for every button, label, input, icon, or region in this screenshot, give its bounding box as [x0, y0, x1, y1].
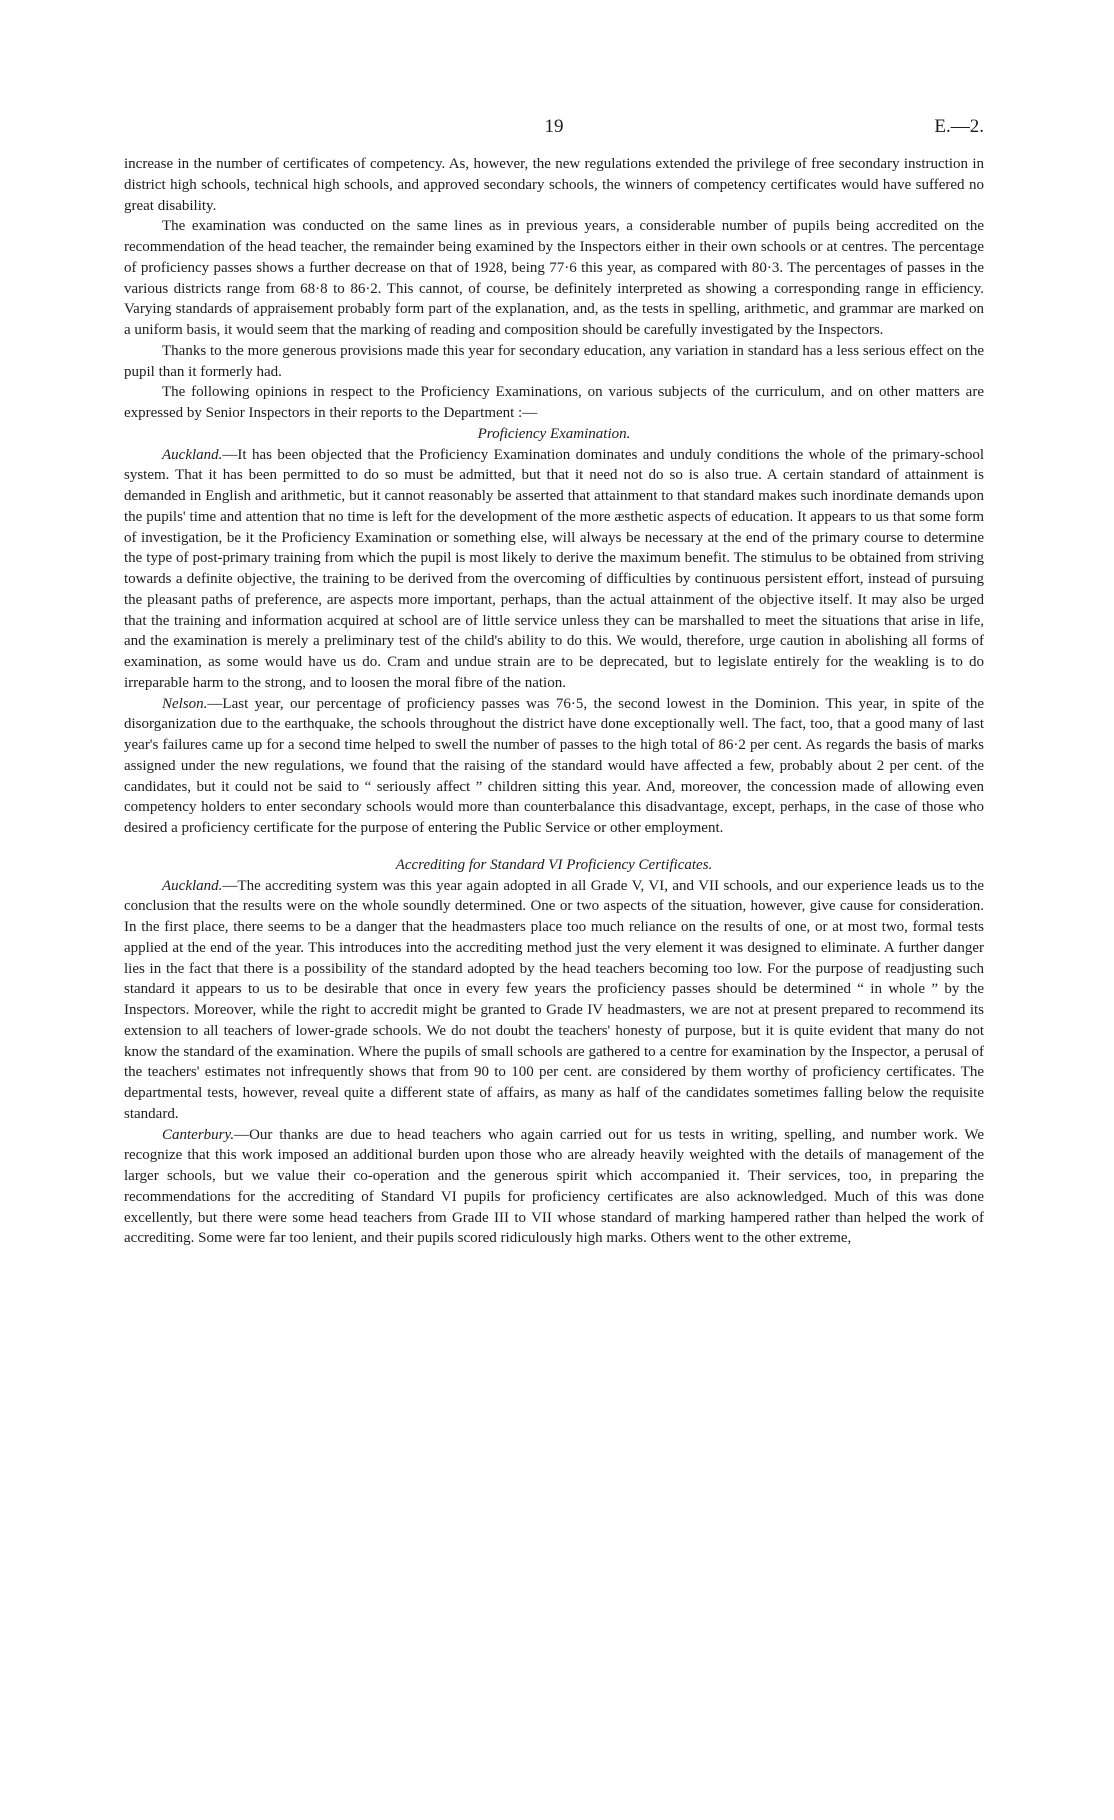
paragraph-canterbury-accrediting: [124, 1125, 984, 1250]
paragraph-secondary-provisions: Thanks to the more generous provisions made this year for secondary education, any variation in standard has a less serious effect on the pupil than it formerly had.: [124, 342, 984, 380]
document-reference: E.—2.: [934, 116, 984, 137]
district-name: Nelson.: [162, 695, 208, 712]
page-header: [124, 116, 984, 154]
page-body: [124, 154, 984, 1249]
district-name: Auckland.: [162, 446, 223, 463]
paragraph-auckland-proficiency: [124, 445, 984, 694]
district-name: Canterbury.: [162, 1126, 235, 1143]
paragraph-auckland-accrediting: [124, 876, 984, 1125]
paragraph-text: —It has been objected that the Proficiency Examination dominates and unduly conditions the whole of the primary-school system. That it has been permitted to do so must be admitted, but that it need not do so is also true. A certain standard of attainment is demanded in English and arithmetic, but it cannot reasonably be asserted that attainment to that standard makes such inordinate demands upon the pupils' time and attention that no time is left for the development of the more æsthetic aspects of education. It appears to us that some form of investigation, be it the Proficiency Examination or something else, will always be necessary at the end of the primary course to determine the type of post-primary training from which the pupil is most likely to derive the maximum benefit. The stimulus to be obtained from striving towards a definite objective, the training to be derived from the overcoming of difficulties by continuous persistent effort, instead of pursuing the pleasant paths of preference, are aspects more important, perhaps, than the actual attainment of the objective itself. It may also be urged that the training and information acquired at school are of little service unless they can be marshalled to meet the situations that arise in life, and the examination is merely a preliminary test of the child's ability to do this. We would, therefore, urge caution in abolishing all forms of examination, as some would have us do. Cram and undue strain are to be deprecated, but to legislate entirely for the weakling is to do irreparable harm to the strong, and to loosen the moral fibre of the nation.: [124, 446, 984, 691]
paragraph-opinions-intro: The following opinions in respect to the Proficiency Examinations, on various subjects of the curriculum, and on other matters are expressed by Senior Inspectors in their reports to the Department :—: [124, 384, 984, 421]
district-name: Auckland.: [162, 877, 223, 894]
paragraph-text: —Our thanks are due to head teachers who again carried out for us tests in writing, spelling, and number work. We recognize that this work imposed an additional burden upon those who are already heavily weighted with the details of management of the larger schools, but we value their co-operation and the generous spirit which accompanied it. Their services, too, in preparing the recommendations for the accrediting of Standard VI pupils for proficiency certificates are also acknowledged. Much of this was done excellently, but there were some head teachers from Grade III to VII whose standard of marking hampered rather than helped the work of accrediting. Some were far too lenient, and their pupils scored ridiculously high marks. Others went to the other extreme,: [124, 1126, 984, 1247]
paragraph-continuation: increase in the number of certificates of competency. As, however, the new regulations extended the privilege of free secondary instruction in district high schools, technical high schools, and approved secondary schools, the winners of competency certificates would have suffered no great disability.: [124, 156, 984, 214]
section-heading-proficiency: Proficiency Examination.: [477, 425, 631, 442]
paragraph-text: —The accrediting system was this year again adopted in all Grade V, VI, and VII schools, and our experience leads us to the conclusion that the results were on the whole soundly determined. One or two aspects of the situation, however, give cause for consideration. In the first place, there seems to be a danger that the headmasters place too much reliance on the results of one, or at most two, formal tests applied at the end of the year. This introduces into the accrediting method just the very element it was designed to eliminate. A further danger lies in the fact that there is a possibility of the standard adopted by the head teachers becoming too low. For the purpose of readjusting such standard it appears to us to be desirable that once in every few years the proficiency passes should be determined “ in whole ” by the Inspectors. Moreover, while the right to accredit might be granted to Grade IV headmasters, we are not at present prepared to recommend its extension to all teachers of lower-grade schools. We do not doubt the teachers' honesty of purpose, but it is quite evident that many do not know the standard of the examination. Where the pupils of small schools are gathered to a centre for examination by the Inspector, a perusal of the teachers' estimates not infrequently shows that from 90 to 100 per cent. are considered by them worthy of proficiency certificates. The departmental tests, however, reveal quite a different state of affairs, as many as half of the candidates sometimes falling below the requisite standard.: [124, 877, 984, 1122]
paragraph-nelson-proficiency: [124, 694, 984, 839]
paragraph-examination: The examination was conducted on the same lines as in previous years, a considerable number of pupils being accredited on the recommendation of the head teacher, the remainder being examined by the Inspectors either in their own schools or at centres. The percentage of proficiency passes shows a further decrease on that of 1928, being 77·6 this year, as compared with 80·3. The percentages of passes in the various districts range from 68·8 to 86·2. This cannot, of course, be definitely interpreted as showing a corresponding range in efficiency. Varying standards of appraisement probably form part of the explanation, and, as the tests in spelling, arithmetic, and grammar are marked on a uniform basis, it would seem that the marking of reading and composition should be carefully investigated by the Inspectors.: [124, 218, 984, 338]
section-heading-accrediting: Accrediting for Standard VI Proficiency Certificates.: [395, 856, 713, 873]
paragraph-text: —Last year, our percentage of proficiency passes was 76·5, the second lowest in the Dominion. This year, in spite of the disorganization due to the earthquake, the schools throughout the district have done exceptionally well. The fact, too, that a good many of last year's failures came up for a second time helped to swell the number of passes to the high total of 86·2 per cent. As regards the basis of marks assigned under the new regulations, we found that the raising of the standard would have affected a few, probably about 2 per cent. of the candidates, but it could not be said to “ seriously affect ” children sitting this year. And, moreover, the concession made of allowing even competency holders to enter secondary schools would more than counterbalance this disadvantage, except, perhaps, in the case of those who desired a proficiency certificate for the purpose of entering the Public Service or other employment.: [124, 695, 984, 836]
page-number: 19: [544, 116, 564, 137]
document-page: [124, 116, 984, 1249]
